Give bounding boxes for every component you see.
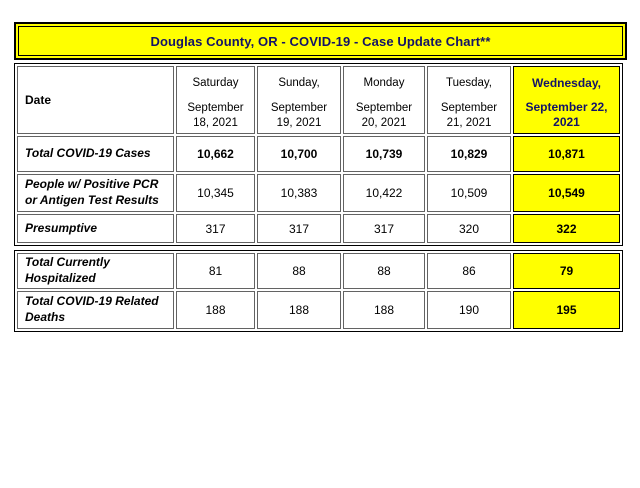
row-label: People w/ Positive PCR or Antigen Test Results: [17, 174, 174, 212]
column-header-4: [513, 66, 620, 134]
column-day: Sunday,: [278, 77, 320, 89]
date-header-cell: Date: [17, 66, 174, 134]
table-row: [17, 214, 620, 243]
value-cell: 10,871: [513, 136, 620, 172]
column-day: Monday: [363, 77, 405, 89]
value-cell: 86: [427, 253, 511, 289]
case-table-upper: [14, 63, 623, 246]
value-cell: 317: [343, 214, 425, 243]
column-header-2: [343, 66, 425, 134]
row-label: Presumptive: [17, 214, 174, 243]
value-cell: 317: [176, 214, 255, 243]
column-date: September 18, 2021: [187, 102, 244, 129]
column-date: September 19, 2021: [270, 102, 328, 129]
column-day: Wednesday,: [532, 76, 601, 90]
value-cell: 10,549: [513, 174, 620, 212]
column-header-0: [176, 66, 255, 134]
value-cell: 10,422: [343, 174, 425, 212]
value-cell: 320: [427, 214, 511, 243]
value-cell: 190: [427, 291, 511, 329]
value-cell: 188: [343, 291, 425, 329]
row-label: Total COVID-19 Cases: [17, 136, 174, 172]
covid-data-table: [14, 63, 623, 246]
table-row: [17, 136, 620, 172]
value-cell: 10,829: [427, 136, 511, 172]
column-header-1: [257, 66, 341, 134]
value-cell: 10,700: [257, 136, 341, 172]
value-cell: 317: [257, 214, 341, 243]
case-table-lower: [14, 250, 623, 332]
value-cell: 10,509: [427, 174, 511, 212]
page-title: Douglas County, OR - COVID-19 - Case Update Chart**: [150, 33, 491, 49]
value-cell: 88: [257, 253, 341, 289]
row-label: Total Currently Hospitalized: [17, 253, 174, 289]
value-cell: 10,383: [257, 174, 341, 212]
column-day: Saturday: [192, 77, 239, 89]
column-day: Tuesday,: [445, 77, 493, 89]
covid-data-table: [14, 250, 623, 332]
column-header-3: [427, 66, 511, 134]
row-label: Total COVID-19 Related Deaths: [17, 291, 174, 329]
table-row: [17, 174, 620, 212]
table-row: [17, 253, 620, 289]
value-cell: 79: [513, 253, 620, 289]
value-cell: 88: [343, 253, 425, 289]
title-banner-inner: [18, 26, 623, 56]
value-cell: 195: [513, 291, 620, 329]
column-date: September 21, 2021: [440, 102, 498, 129]
value-cell: 10,739: [343, 136, 425, 172]
title-banner: [14, 22, 627, 60]
column-date: September 20, 2021: [355, 102, 413, 129]
value-cell: 10,662: [176, 136, 255, 172]
header-row: [17, 66, 620, 134]
column-date: September 22, 2021: [525, 100, 608, 129]
value-cell: 188: [257, 291, 341, 329]
value-cell: 10,345: [176, 174, 255, 212]
value-cell: 322: [513, 214, 620, 243]
value-cell: 81: [176, 253, 255, 289]
value-cell: 188: [176, 291, 255, 329]
table-row: [17, 291, 620, 329]
